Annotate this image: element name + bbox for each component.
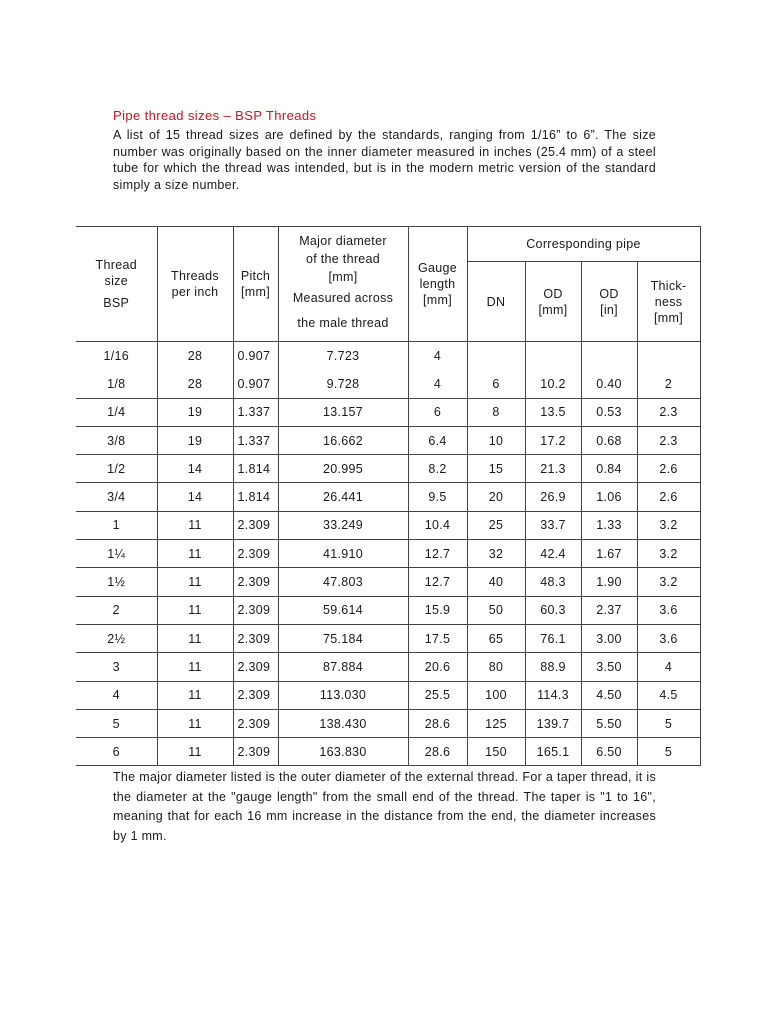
cell-dn: 50 bbox=[467, 596, 525, 624]
cell-pitch: 2.309 bbox=[233, 653, 278, 681]
cell-od-in: 4.50 bbox=[581, 681, 637, 709]
cell-od-in: 6.50 bbox=[581, 738, 637, 766]
cell-thread-size: 1/4 bbox=[76, 398, 157, 426]
table-row bbox=[76, 681, 700, 709]
cell-thread-size: 1 bbox=[76, 511, 157, 539]
cell-thickness: 5 bbox=[637, 709, 700, 737]
cell-thickness: 2.3 bbox=[637, 398, 700, 426]
cell-od-in: 1.67 bbox=[581, 540, 637, 568]
header-gauge-length: Gauge length [mm] bbox=[408, 227, 467, 342]
cell-threads-per-inch: 11 bbox=[157, 596, 233, 624]
cell-thread-size: 5 bbox=[76, 709, 157, 737]
cell-thread-size: 3/8 bbox=[76, 426, 157, 454]
cell-dn: 125 bbox=[467, 709, 525, 737]
cell-pitch: 0.907 bbox=[233, 342, 278, 370]
cell-threads-per-inch: 11 bbox=[157, 738, 233, 766]
cell-major-diameter: 47.803 bbox=[278, 568, 408, 596]
cell-thickness: 3.6 bbox=[637, 596, 700, 624]
cell-od-mm bbox=[525, 342, 581, 370]
cell-thread-size: 1/8 bbox=[76, 370, 157, 398]
cell-od-mm: 26.9 bbox=[525, 483, 581, 511]
cell-threads-per-inch: 11 bbox=[157, 624, 233, 652]
cell-pitch: 1.337 bbox=[233, 398, 278, 426]
header-corresponding-pipe: Corresponding pipe bbox=[467, 227, 700, 262]
cell-major-diameter: 75.184 bbox=[278, 624, 408, 652]
cell-threads-per-inch: 19 bbox=[157, 426, 233, 454]
cell-major-diameter: 16.662 bbox=[278, 426, 408, 454]
cell-dn: 150 bbox=[467, 738, 525, 766]
cell-pitch: 2.309 bbox=[233, 709, 278, 737]
table-row bbox=[76, 540, 700, 568]
cell-dn: 25 bbox=[467, 511, 525, 539]
cell-dn: 8 bbox=[467, 398, 525, 426]
cell-pitch: 1.814 bbox=[233, 455, 278, 483]
thread-sizes-table bbox=[76, 226, 701, 766]
cell-od-mm: 139.7 bbox=[525, 709, 581, 737]
cell-gauge-length: 15.9 bbox=[408, 596, 467, 624]
table-row bbox=[76, 342, 700, 370]
cell-major-diameter: 41.910 bbox=[278, 540, 408, 568]
header-pitch: Pitch [mm] bbox=[233, 227, 278, 342]
cell-gauge-length: 8.2 bbox=[408, 455, 467, 483]
cell-gauge-length: 12.7 bbox=[408, 568, 467, 596]
table-row bbox=[76, 709, 700, 737]
cell-gauge-length: 6.4 bbox=[408, 426, 467, 454]
cell-od-in: 0.53 bbox=[581, 398, 637, 426]
cell-threads-per-inch: 19 bbox=[157, 398, 233, 426]
cell-gauge-length: 4 bbox=[408, 370, 467, 398]
cell-od-mm: 88.9 bbox=[525, 653, 581, 681]
cell-od-in: 1.06 bbox=[581, 483, 637, 511]
cell-od-mm: 60.3 bbox=[525, 596, 581, 624]
cell-dn: 100 bbox=[467, 681, 525, 709]
cell-thread-size: 2 bbox=[76, 596, 157, 624]
header-dn: DN bbox=[467, 262, 525, 342]
header-thickness: Thick- ness [mm] bbox=[637, 262, 700, 342]
cell-thickness: 3.6 bbox=[637, 624, 700, 652]
cell-thickness: 3.2 bbox=[637, 540, 700, 568]
cell-thickness: 2.3 bbox=[637, 426, 700, 454]
cell-od-mm: 48.3 bbox=[525, 568, 581, 596]
cell-thread-size: 1/16 bbox=[76, 342, 157, 370]
cell-dn: 6 bbox=[467, 370, 525, 398]
cell-od-mm: 165.1 bbox=[525, 738, 581, 766]
cell-threads-per-inch: 28 bbox=[157, 370, 233, 398]
cell-dn bbox=[467, 342, 525, 370]
cell-od-mm: 76.1 bbox=[525, 624, 581, 652]
table-row bbox=[76, 398, 700, 426]
header-major-diameter: Major diameter of the thread [mm] Measured across the male thread bbox=[278, 227, 408, 342]
cell-major-diameter: 26.441 bbox=[278, 483, 408, 511]
intro-paragraph: A list of 15 thread sizes are defined by the standards, ranging from 1/16” to 6”. The size number was originally based on the inner diameter measured in inches (25.4 mm) of a steel tube for which the thread was intended, but is in the modern metric version of the standard simply a size number. bbox=[113, 128, 656, 192]
cell-major-diameter: 13.157 bbox=[278, 398, 408, 426]
cell-thickness: 2.6 bbox=[637, 455, 700, 483]
cell-threads-per-inch: 14 bbox=[157, 455, 233, 483]
cell-thread-size: 1/2 bbox=[76, 455, 157, 483]
cell-thread-size: 2½ bbox=[76, 624, 157, 652]
cell-gauge-length: 20.6 bbox=[408, 653, 467, 681]
header-threads-per-inch: Threads per inch bbox=[157, 227, 233, 342]
cell-gauge-length: 28.6 bbox=[408, 738, 467, 766]
cell-threads-per-inch: 11 bbox=[157, 540, 233, 568]
cell-gauge-length: 12.7 bbox=[408, 540, 467, 568]
cell-pitch: 1.814 bbox=[233, 483, 278, 511]
table-row bbox=[76, 511, 700, 539]
cell-pitch: 2.309 bbox=[233, 540, 278, 568]
cell-major-diameter: 163.830 bbox=[278, 738, 408, 766]
cell-thread-size: 3 bbox=[76, 653, 157, 681]
header-thread-size: Thread size BSP bbox=[76, 227, 157, 342]
cell-od-in: 1.90 bbox=[581, 568, 637, 596]
cell-threads-per-inch: 11 bbox=[157, 653, 233, 681]
cell-thickness: 5 bbox=[637, 738, 700, 766]
cell-pitch: 2.309 bbox=[233, 511, 278, 539]
cell-major-diameter: 7.723 bbox=[278, 342, 408, 370]
cell-od-mm: 42.4 bbox=[525, 540, 581, 568]
cell-pitch: 2.309 bbox=[233, 596, 278, 624]
cell-od-in: 3.50 bbox=[581, 653, 637, 681]
page-title: Pipe thread sizes – BSP Threads bbox=[113, 108, 317, 123]
cell-thickness: 4.5 bbox=[637, 681, 700, 709]
cell-od-in: 3.00 bbox=[581, 624, 637, 652]
cell-thickness: 2.6 bbox=[637, 483, 700, 511]
cell-gauge-length: 10.4 bbox=[408, 511, 467, 539]
cell-thickness: 4 bbox=[637, 653, 700, 681]
cell-major-diameter: 59.614 bbox=[278, 596, 408, 624]
cell-od-mm: 17.2 bbox=[525, 426, 581, 454]
cell-od-mm: 10.2 bbox=[525, 370, 581, 398]
cell-thickness: 3.2 bbox=[637, 568, 700, 596]
cell-od-in: 0.84 bbox=[581, 455, 637, 483]
table-row bbox=[76, 653, 700, 681]
cell-od-in: 0.68 bbox=[581, 426, 637, 454]
cell-pitch: 2.309 bbox=[233, 681, 278, 709]
cell-dn: 20 bbox=[467, 483, 525, 511]
cell-gauge-length: 6 bbox=[408, 398, 467, 426]
table-row bbox=[76, 455, 700, 483]
cell-threads-per-inch: 11 bbox=[157, 709, 233, 737]
cell-major-diameter: 138.430 bbox=[278, 709, 408, 737]
cell-od-mm: 33.7 bbox=[525, 511, 581, 539]
cell-dn: 10 bbox=[467, 426, 525, 454]
cell-dn: 80 bbox=[467, 653, 525, 681]
cell-threads-per-inch: 11 bbox=[157, 511, 233, 539]
cell-thread-size: 4 bbox=[76, 681, 157, 709]
cell-major-diameter: 113.030 bbox=[278, 681, 408, 709]
cell-thickness bbox=[637, 342, 700, 370]
cell-od-in bbox=[581, 342, 637, 370]
footer-paragraph: The major diameter listed is the outer diameter of the external thread. For a taper thread, it is the diameter at the "gauge length" from the small end of the thread. The taper is "1 to 16", meaning that for each 16 mm increase in the distance from the end, the diameter increases by 1 mm. bbox=[113, 770, 656, 843]
cell-major-diameter: 20.995 bbox=[278, 455, 408, 483]
cell-pitch: 2.309 bbox=[233, 568, 278, 596]
cell-thread-size: 6 bbox=[76, 738, 157, 766]
cell-od-in: 0.40 bbox=[581, 370, 637, 398]
cell-thickness: 3.2 bbox=[637, 511, 700, 539]
table-row bbox=[76, 426, 700, 454]
cell-gauge-length: 9.5 bbox=[408, 483, 467, 511]
cell-gauge-length: 4 bbox=[408, 342, 467, 370]
cell-pitch: 0.907 bbox=[233, 370, 278, 398]
table-row bbox=[76, 596, 700, 624]
cell-pitch: 1.337 bbox=[233, 426, 278, 454]
cell-major-diameter: 9.728 bbox=[278, 370, 408, 398]
cell-gauge-length: 17.5 bbox=[408, 624, 467, 652]
cell-thread-size: 1½ bbox=[76, 568, 157, 596]
cell-threads-per-inch: 11 bbox=[157, 681, 233, 709]
cell-od-in: 2.37 bbox=[581, 596, 637, 624]
cell-dn: 32 bbox=[467, 540, 525, 568]
cell-threads-per-inch: 11 bbox=[157, 568, 233, 596]
table-row bbox=[76, 483, 700, 511]
table-row bbox=[76, 624, 700, 652]
cell-pitch: 2.309 bbox=[233, 738, 278, 766]
cell-dn: 65 bbox=[467, 624, 525, 652]
cell-gauge-length: 28.6 bbox=[408, 709, 467, 737]
cell-thread-size: 3/4 bbox=[76, 483, 157, 511]
header-od-mm: OD [mm] bbox=[525, 262, 581, 342]
cell-od-in: 1.33 bbox=[581, 511, 637, 539]
header-od-in: OD [in] bbox=[581, 262, 637, 342]
cell-od-mm: 21.3 bbox=[525, 455, 581, 483]
cell-major-diameter: 87.884 bbox=[278, 653, 408, 681]
cell-major-diameter: 33.249 bbox=[278, 511, 408, 539]
table-row bbox=[76, 568, 700, 596]
cell-threads-per-inch: 28 bbox=[157, 342, 233, 370]
cell-od-in: 5.50 bbox=[581, 709, 637, 737]
cell-dn: 15 bbox=[467, 455, 525, 483]
cell-pitch: 2.309 bbox=[233, 624, 278, 652]
cell-od-mm: 114.3 bbox=[525, 681, 581, 709]
cell-gauge-length: 25.5 bbox=[408, 681, 467, 709]
table-row bbox=[76, 738, 700, 766]
table-row bbox=[76, 370, 700, 398]
cell-thread-size: 1¼ bbox=[76, 540, 157, 568]
cell-threads-per-inch: 14 bbox=[157, 483, 233, 511]
cell-thickness: 2 bbox=[637, 370, 700, 398]
cell-od-mm: 13.5 bbox=[525, 398, 581, 426]
cell-dn: 40 bbox=[467, 568, 525, 596]
